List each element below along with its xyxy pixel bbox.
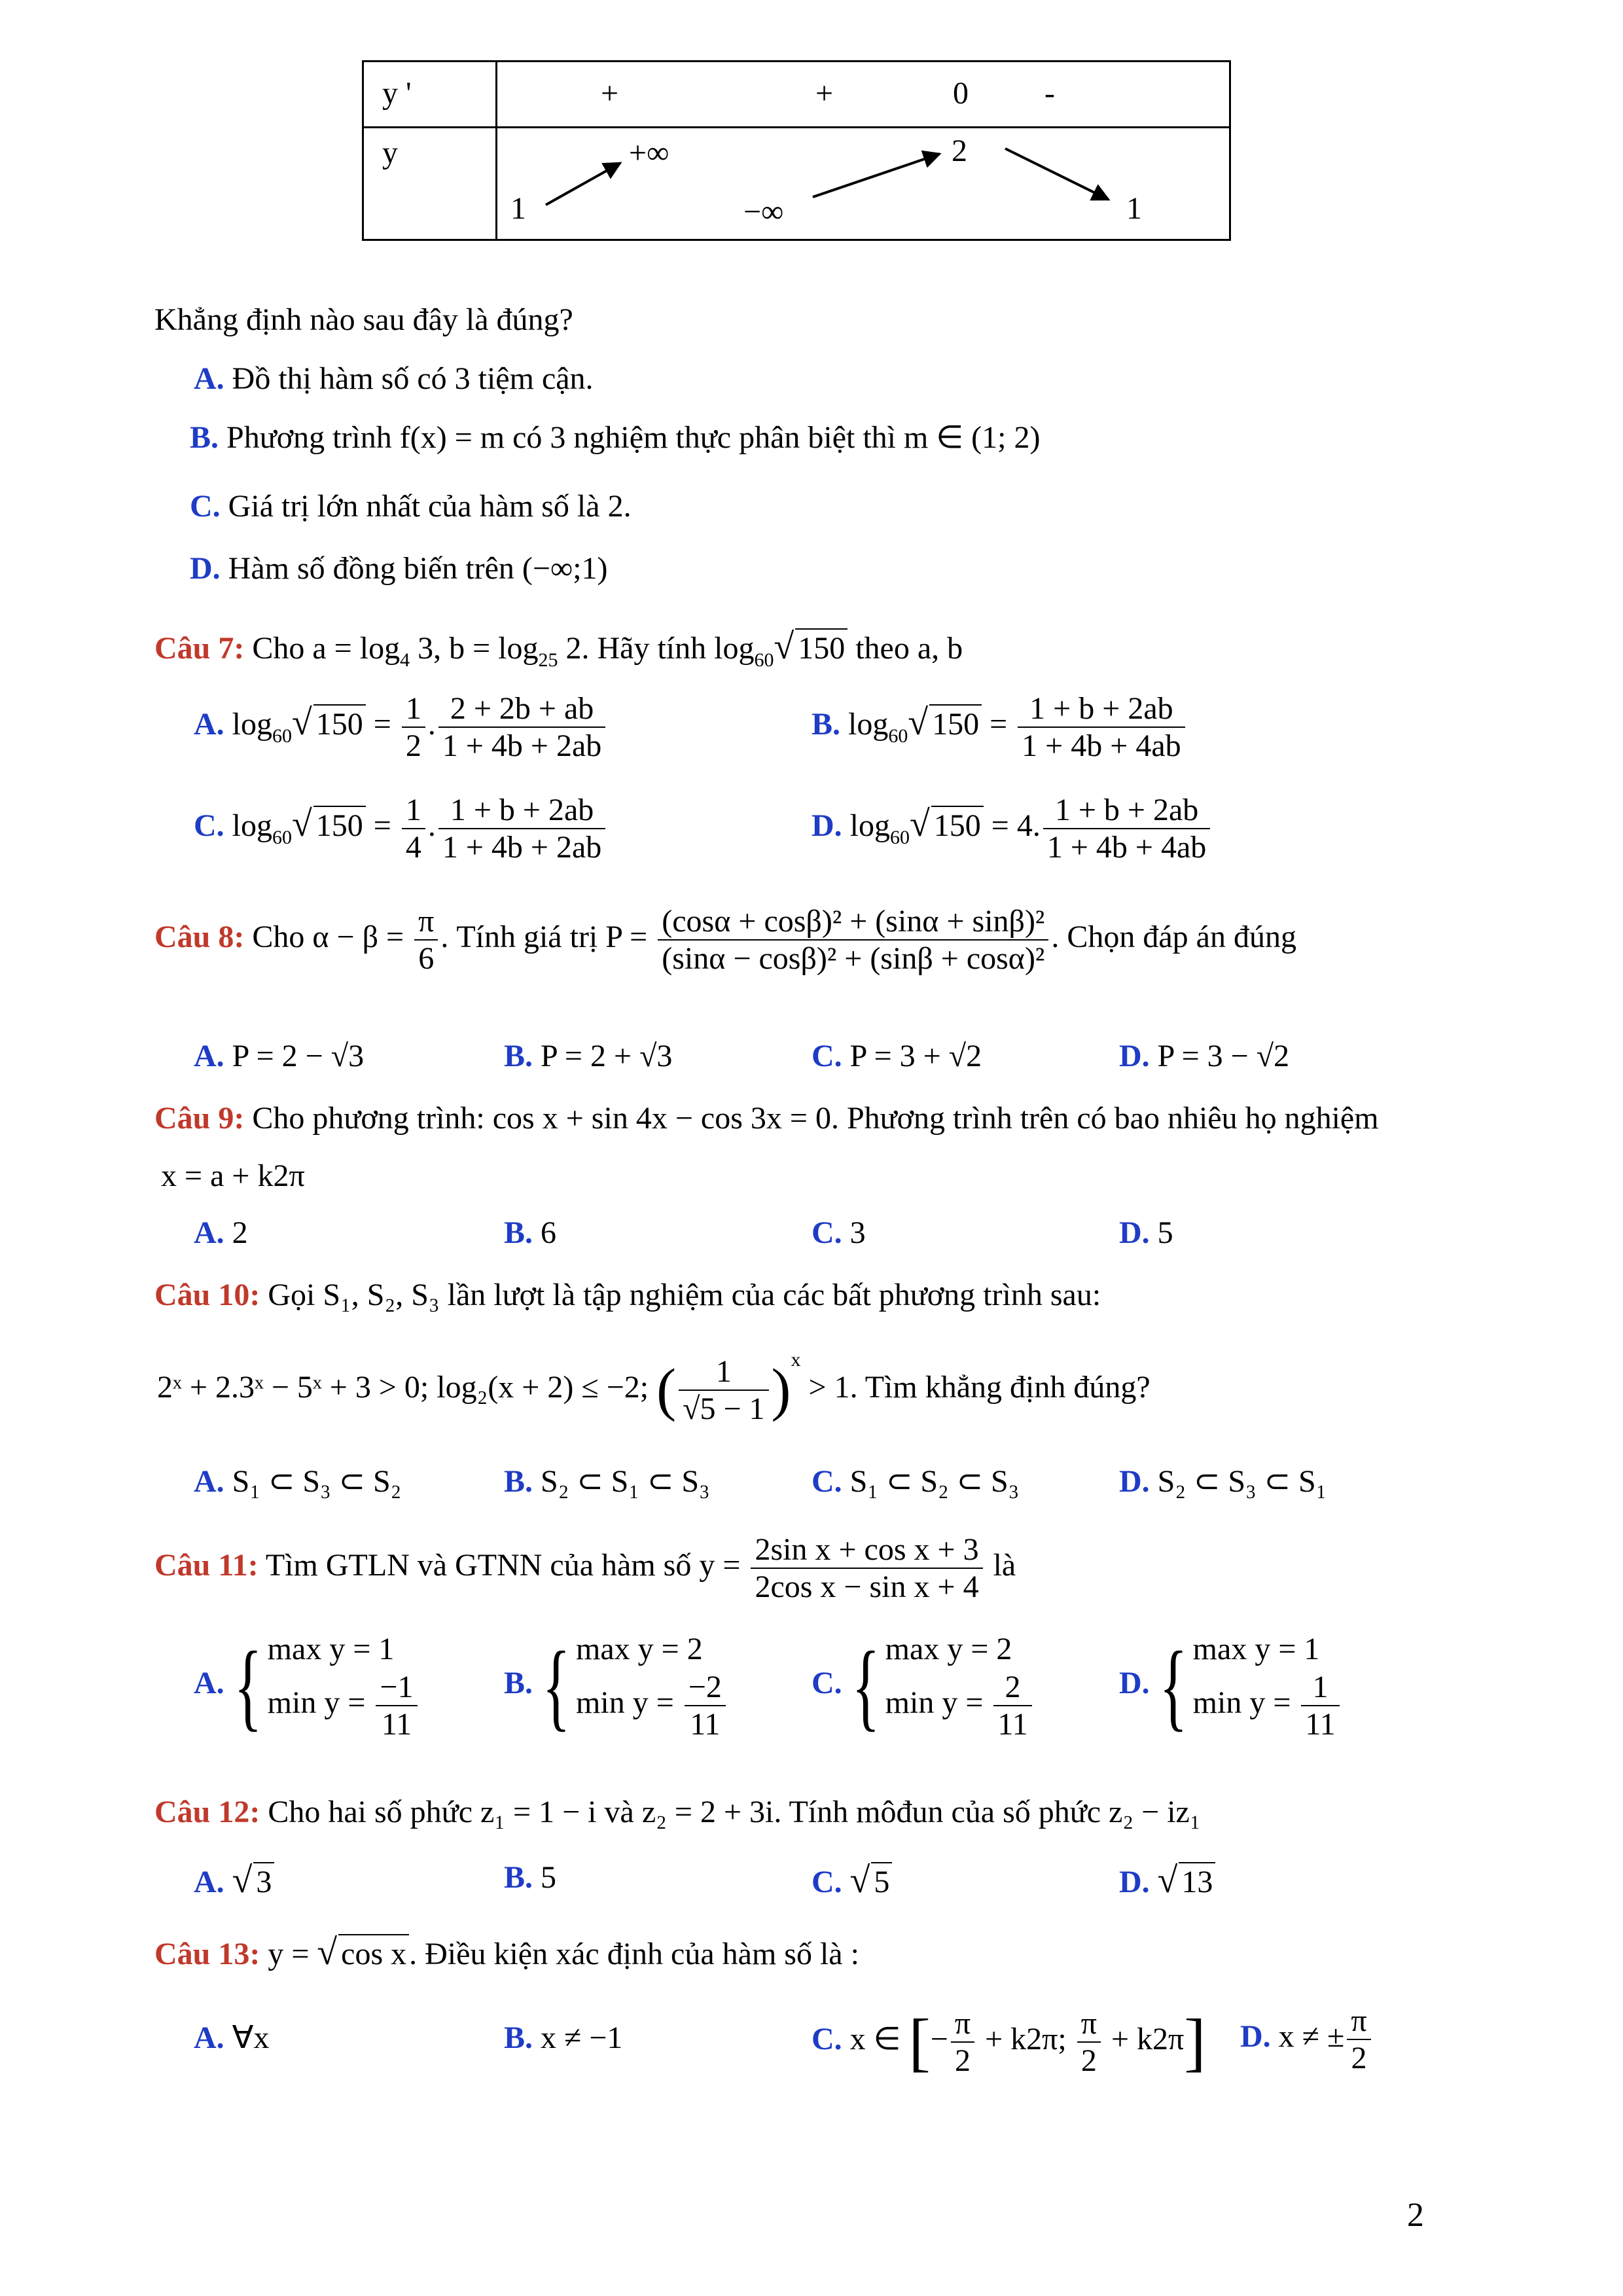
fraction: [1043, 792, 1210, 865]
variation-table: [362, 60, 1231, 241]
numerator: π: [951, 2005, 974, 2043]
system: [1193, 1630, 1342, 1742]
option-d: [1119, 1037, 1289, 1075]
numerator: 1: [402, 792, 425, 829]
option-b: [812, 691, 1188, 764]
option-math: S₂ ⊂ S₁ ⊂ S₃: [541, 1464, 710, 1499]
question-math: cos x + sin 4x − cos 3x = 0: [492, 1101, 831, 1136]
question-math: α − β =: [312, 920, 412, 955]
option-math: = 4.: [983, 808, 1041, 844]
option-label: B.: [812, 707, 841, 742]
increase-arrow: [813, 154, 940, 197]
question-text: Cho: [252, 920, 313, 955]
option-math: log: [232, 808, 273, 844]
fraction: [951, 2005, 974, 2079]
question-text: là: [985, 1548, 1016, 1583]
option-b: [504, 2019, 622, 2057]
option-text: 5: [541, 1860, 557, 1895]
denominator: 2: [405, 728, 421, 764]
denominator: 2cos x − sin x + 4: [755, 1570, 979, 1605]
question-math: z₂ = 2 + 3i: [641, 1795, 774, 1829]
subscript: 60: [890, 827, 910, 849]
table-sign: +: [815, 76, 834, 111]
decrease-arrow: [1005, 149, 1109, 200]
option-a: [194, 1859, 274, 1903]
question-text: Gọi: [268, 1278, 323, 1312]
option-math: ∀x: [232, 2020, 270, 2055]
option-a: [194, 1214, 248, 1252]
option-label: B.: [504, 1464, 533, 1499]
option-label: D.: [1240, 2019, 1271, 2054]
question-label: Câu 13:: [154, 1937, 260, 1971]
question-math: P =: [605, 920, 656, 955]
denominator: 1 + 4b + 4ab: [1022, 728, 1181, 764]
table-value: 2: [952, 134, 967, 168]
option-a: [194, 1463, 401, 1501]
option-d: [1119, 1859, 1215, 1903]
fraction: [679, 1354, 768, 1427]
option-label: A.: [194, 1666, 224, 1701]
option-c: [190, 488, 632, 526]
radicand: 150: [313, 806, 366, 845]
option-d: [1119, 1214, 1173, 1252]
subscript: 60: [272, 827, 293, 849]
numerator: 1 + b + 2ab: [438, 792, 605, 829]
question-math: S₁, S₂, S₃: [323, 1278, 440, 1312]
question-text: Cho: [252, 631, 313, 666]
fraction: [402, 792, 425, 865]
denominator: 11: [997, 1707, 1028, 1742]
option-math: S₁ ⊂ S₃ ⊂ S₂: [232, 1464, 402, 1499]
question-text: Cho phương trình:: [252, 1101, 493, 1136]
option-label: B.: [504, 1666, 533, 1701]
denominator: 2: [1351, 2041, 1367, 2076]
option-math: + k2π;: [977, 2022, 1075, 2057]
denominator: (sinα − cosβ)² + (sinβ + cosα)²: [662, 941, 1045, 977]
denominator: 1 + 4b + 4ab: [1046, 830, 1207, 865]
table-value: 1: [1126, 191, 1142, 226]
option-text: 3: [849, 1215, 866, 1250]
brace: {: [542, 1632, 571, 1741]
option-math: S₂ ⊂ S₃ ⊂ S₁: [1157, 1464, 1327, 1499]
denominator: 4: [405, 830, 421, 865]
min-line: [268, 1669, 420, 1742]
numerator: −1: [376, 1669, 417, 1706]
fraction: [1301, 1669, 1339, 1742]
option-label: A.: [194, 707, 224, 742]
sqrt-sign: √: [292, 804, 312, 845]
option-label: D.: [812, 808, 842, 844]
question-text: Tìm khẳng định đúng?: [857, 1370, 1150, 1405]
question-text: . Điều kiện xác định của hàm số là :: [409, 1937, 859, 1971]
system: [268, 1630, 420, 1742]
exponent: x: [791, 1349, 801, 1371]
option-b: [504, 1859, 556, 1897]
bracket-open: [: [908, 2005, 931, 2078]
subscript: 4: [400, 649, 410, 671]
option-label: C.: [812, 1039, 842, 1073]
min-value: min y =: [267, 1685, 374, 1721]
question-label: Câu 11:: [154, 1548, 259, 1583]
question-text: . Hãy tính: [581, 631, 715, 666]
question-12: [154, 1793, 1201, 1831]
inequality: 2ˣ + 2.3ˣ − 5ˣ + 3 > 0: [157, 1370, 420, 1405]
option-math: P = 2 + √3: [541, 1039, 673, 1073]
sqrt-sign: √: [774, 626, 794, 667]
subscript: 60: [754, 649, 774, 671]
separator: ;: [419, 1370, 437, 1405]
numerator: 1 + b + 2ab: [1043, 792, 1210, 829]
option-label: C.: [812, 1666, 842, 1701]
radicand: 150: [931, 806, 984, 845]
fraction: [438, 792, 605, 865]
option-text: 6: [541, 1215, 557, 1250]
question-10-inequalities: [157, 1348, 1150, 1427]
sqrt-sign: √: [908, 702, 929, 744]
max-value: max y = 2: [885, 1632, 1012, 1666]
option-a: [194, 1037, 364, 1075]
numerator: (cosα + cosβ)² + (sinα + sinβ)²: [658, 903, 1048, 941]
option-label: D.: [1119, 1039, 1150, 1073]
denominator: 11: [1305, 1707, 1336, 1742]
denominator: 2: [1080, 2043, 1097, 2078]
option-math: P = 3 − √2: [1157, 1039, 1290, 1073]
option-math: x ≠ ±: [1278, 2019, 1345, 2054]
denominator: 6: [418, 941, 435, 977]
sqrt-sign: √: [1157, 1860, 1178, 1901]
denominator: √5 − 1: [683, 1391, 765, 1426]
min-line: [576, 1669, 728, 1742]
question-math: a = log: [312, 631, 401, 666]
option-b: [504, 1630, 728, 1742]
option-label: B.: [190, 420, 219, 455]
option-math: P = 3 + √2: [849, 1039, 982, 1073]
option-label: B.: [504, 1215, 533, 1250]
option-b: [504, 1037, 672, 1075]
inequality: log₂(x + 2) ≤ −2: [437, 1370, 640, 1405]
option-math: =: [365, 808, 399, 844]
option-label: C.: [812, 1215, 842, 1250]
question-text: theo a, b: [847, 631, 963, 666]
option-label: C.: [190, 489, 221, 524]
table-label-yprime: y ': [382, 76, 412, 111]
radicand: 150: [795, 628, 847, 668]
option-label: B.: [504, 1860, 533, 1895]
question-text: lần lượt là tập nghiệm của các bất phương trình sau:: [439, 1278, 1101, 1312]
option-label: A.: [194, 1865, 224, 1899]
question-label: Câu 7:: [154, 631, 245, 666]
question-11: [154, 1532, 1016, 1605]
option-d: [1240, 2003, 1374, 2076]
question-prompt: Khẳng định nào sau đây là đúng?: [154, 302, 573, 337]
fraction: [414, 903, 438, 977]
option-text: Giá trị lớn nhất của hàm số là 2.: [228, 489, 632, 524]
option-label: A.: [194, 2020, 224, 2055]
question-text: Cho hai số phức: [268, 1795, 480, 1829]
option-math: f(x) = m: [399, 420, 505, 455]
fraction: [1077, 2005, 1101, 2079]
option-b: [190, 419, 1040, 457]
option-math: m ∈ (1; 2): [904, 420, 1041, 455]
brace: {: [851, 1632, 880, 1741]
numerator: 1: [679, 1354, 768, 1391]
option-label: C.: [194, 808, 224, 844]
subscript: 60: [272, 725, 293, 747]
option-c: C. $\log_{60}√$ 150 = $\frac{1}{4}$ . $\frac{1 + b + 2ab}{1 + 4b + 2ab}$: [194, 792, 608, 865]
question-10: [154, 1276, 1101, 1314]
table-sign: 0: [953, 76, 969, 111]
option-math: log: [232, 707, 273, 742]
option-d: [1119, 1630, 1342, 1742]
max-value: max y = 1: [267, 1632, 395, 1666]
question-9-continuation: x = a + k2π: [161, 1158, 305, 1193]
option-text: Đồ thị hàm số có 3 tiệm cận.: [232, 361, 594, 396]
bracket-close: ]: [1184, 2005, 1206, 2078]
table-value: −∞: [743, 194, 784, 229]
question-7: [154, 625, 963, 672]
increase-arrow: [546, 163, 620, 205]
option-label: D.: [1119, 1666, 1150, 1701]
option-label: D.: [190, 551, 221, 586]
system: [576, 1630, 728, 1742]
subscript: 60: [888, 725, 908, 747]
question-math: y =: [699, 1548, 749, 1583]
paren-close: ): [771, 1357, 791, 1422]
option-c: [812, 1859, 892, 1903]
option-label: A.: [194, 1039, 224, 1073]
option-c: [812, 1630, 1035, 1742]
option-b: [504, 1463, 710, 1501]
paren-open: (: [656, 1357, 677, 1422]
option-label: D.: [1119, 1215, 1150, 1250]
sqrt-sign: √: [910, 804, 930, 845]
numerator: 2: [993, 1669, 1031, 1706]
fraction: [1347, 2003, 1370, 2076]
sqrt-sign: √: [292, 702, 312, 744]
question-13: [154, 1931, 859, 1975]
option-math: −: [930, 2022, 948, 2057]
option-math: =: [982, 707, 1016, 742]
option-d: [190, 550, 608, 588]
min-line: [885, 1669, 1035, 1742]
brace: {: [234, 1632, 262, 1741]
option-a: [194, 1630, 420, 1742]
sqrt-sign: √: [232, 1860, 253, 1901]
brace: {: [1159, 1632, 1188, 1741]
fraction: [993, 1669, 1031, 1742]
question-9: [154, 1100, 1379, 1138]
option-math: S₁ ⊂ S₂ ⊂ S₃: [849, 1464, 1020, 1499]
radicand: cos x: [338, 1934, 409, 1973]
numerator: π: [1347, 2003, 1370, 2040]
question-text: . Tính giá trị: [440, 920, 606, 955]
subscript: 25: [538, 649, 558, 671]
question-text: Tìm GTLN và GTNN của hàm số: [265, 1548, 700, 1583]
option-text: Phương trình: [226, 420, 400, 455]
inequality: > 1.: [800, 1370, 858, 1405]
option-label: A.: [194, 1215, 224, 1250]
numerator: −2: [685, 1669, 726, 1706]
fraction: [658, 903, 1048, 977]
question-label: Câu 9:: [154, 1101, 245, 1136]
option-label: C.: [812, 1865, 842, 1899]
fraction: [751, 1532, 982, 1605]
denominator: 11: [690, 1707, 721, 1742]
option-text: 2: [232, 1215, 248, 1250]
radicand: 13: [1179, 1862, 1215, 1901]
option-a: [194, 2019, 270, 2057]
option-c: [812, 1463, 1019, 1501]
fraction: [685, 1669, 726, 1742]
denominator: 1 + 4b + 2ab: [442, 728, 602, 764]
denominator: 1 + 4b + 2ab: [442, 830, 602, 865]
option-c: [812, 1214, 866, 1252]
numerator: 1 + b + 2ab: [1018, 691, 1185, 728]
option-math: (−∞;1): [522, 551, 608, 586]
denominator: 11: [381, 1707, 412, 1742]
separator: ;: [639, 1370, 657, 1405]
option-math: + k2π: [1103, 2022, 1185, 2057]
question-label: Câu 8:: [154, 920, 245, 955]
min-value: min y =: [885, 1685, 991, 1721]
option-c: [812, 2003, 1206, 2081]
option-label: B.: [504, 1039, 533, 1073]
option-text: có 3 nghiệm thực phân biệt thì: [505, 420, 904, 455]
option-d: [1119, 1463, 1327, 1501]
question-text: . Chọn đáp án đúng: [1051, 920, 1296, 955]
option-c: [812, 1037, 982, 1075]
option-a: A. $\log_{60}√$ 150 = $\frac{1}{2}$ . $\frac{2 + 2b + ab}{1 + 4b + 2ab}$: [194, 691, 608, 764]
question-math: 3, b = log: [410, 631, 539, 666]
option-math: log: [848, 707, 889, 742]
max-value: max y = 1: [1192, 1632, 1320, 1666]
question-text: . Tính môđun của số phức: [774, 1795, 1109, 1829]
table-value: 1: [510, 191, 526, 226]
option-math: log: [849, 808, 891, 844]
option-b: [504, 1214, 556, 1252]
question-text: và: [596, 1795, 642, 1829]
numerator: 1: [402, 691, 425, 728]
option-math: x ∈: [849, 2022, 909, 2057]
question-text: . Phương trình trên có bao nhiêu họ nghiệm: [830, 1101, 1379, 1136]
option-math: =: [365, 707, 399, 742]
min-value: min y =: [576, 1685, 682, 1721]
fraction: [376, 1669, 417, 1742]
fraction: [438, 691, 605, 764]
table-sign: -: [1044, 76, 1055, 111]
option-a: [194, 360, 594, 398]
system: [885, 1630, 1035, 1742]
fraction: [402, 691, 425, 764]
question-math: 2: [558, 631, 582, 666]
sqrt-sign: √: [317, 1932, 338, 1973]
radicand: 5: [871, 1862, 892, 1901]
table-value: +∞: [629, 135, 669, 170]
question-label: Câu 10:: [154, 1278, 260, 1312]
question-8: [154, 903, 1296, 977]
max-value: max y = 2: [576, 1632, 703, 1666]
option-label: D.: [1119, 1865, 1150, 1899]
sqrt-sign: √: [849, 1860, 870, 1901]
option-d: [812, 792, 1213, 865]
question-math: y =: [268, 1937, 317, 1971]
numerator: 2sin x + cos x + 3: [751, 1532, 982, 1569]
page-number: 2: [1407, 2197, 1424, 2234]
option-math: P = 2 − √3: [232, 1039, 365, 1073]
numerator: 1: [1301, 1669, 1339, 1706]
question-math: z₁ = 1 − i: [480, 1795, 597, 1829]
radicand: 150: [313, 704, 366, 744]
option-label: C.: [812, 2022, 842, 2057]
table-label-y: y: [382, 135, 398, 170]
option-label: D.: [1119, 1464, 1150, 1499]
option-label: A.: [194, 361, 224, 396]
option-label: C.: [812, 1464, 842, 1499]
radicand: 150: [929, 704, 982, 744]
min-value: min y =: [1192, 1685, 1299, 1721]
option-text: Hàm số đồng biến trên: [228, 551, 522, 586]
option-label: A.: [194, 1464, 224, 1499]
numerator: π: [414, 903, 438, 941]
table-arrows: [364, 62, 1233, 243]
denominator: 2: [954, 2043, 971, 2078]
fraction: [1018, 691, 1185, 764]
min-line: [1193, 1669, 1342, 1742]
option-text: 5: [1157, 1215, 1173, 1250]
numerator: π: [1077, 2005, 1101, 2043]
question-math: log: [714, 631, 755, 666]
question-math: z₂ − iz₁: [1109, 1795, 1201, 1829]
table-sign: +: [601, 76, 619, 111]
option-math: x ≠ −1: [541, 2020, 623, 2055]
numerator: 2 + 2b + ab: [438, 691, 605, 728]
question-label: Câu 12:: [154, 1795, 260, 1829]
radicand: 3: [253, 1862, 274, 1901]
option-label: B.: [504, 2020, 533, 2055]
